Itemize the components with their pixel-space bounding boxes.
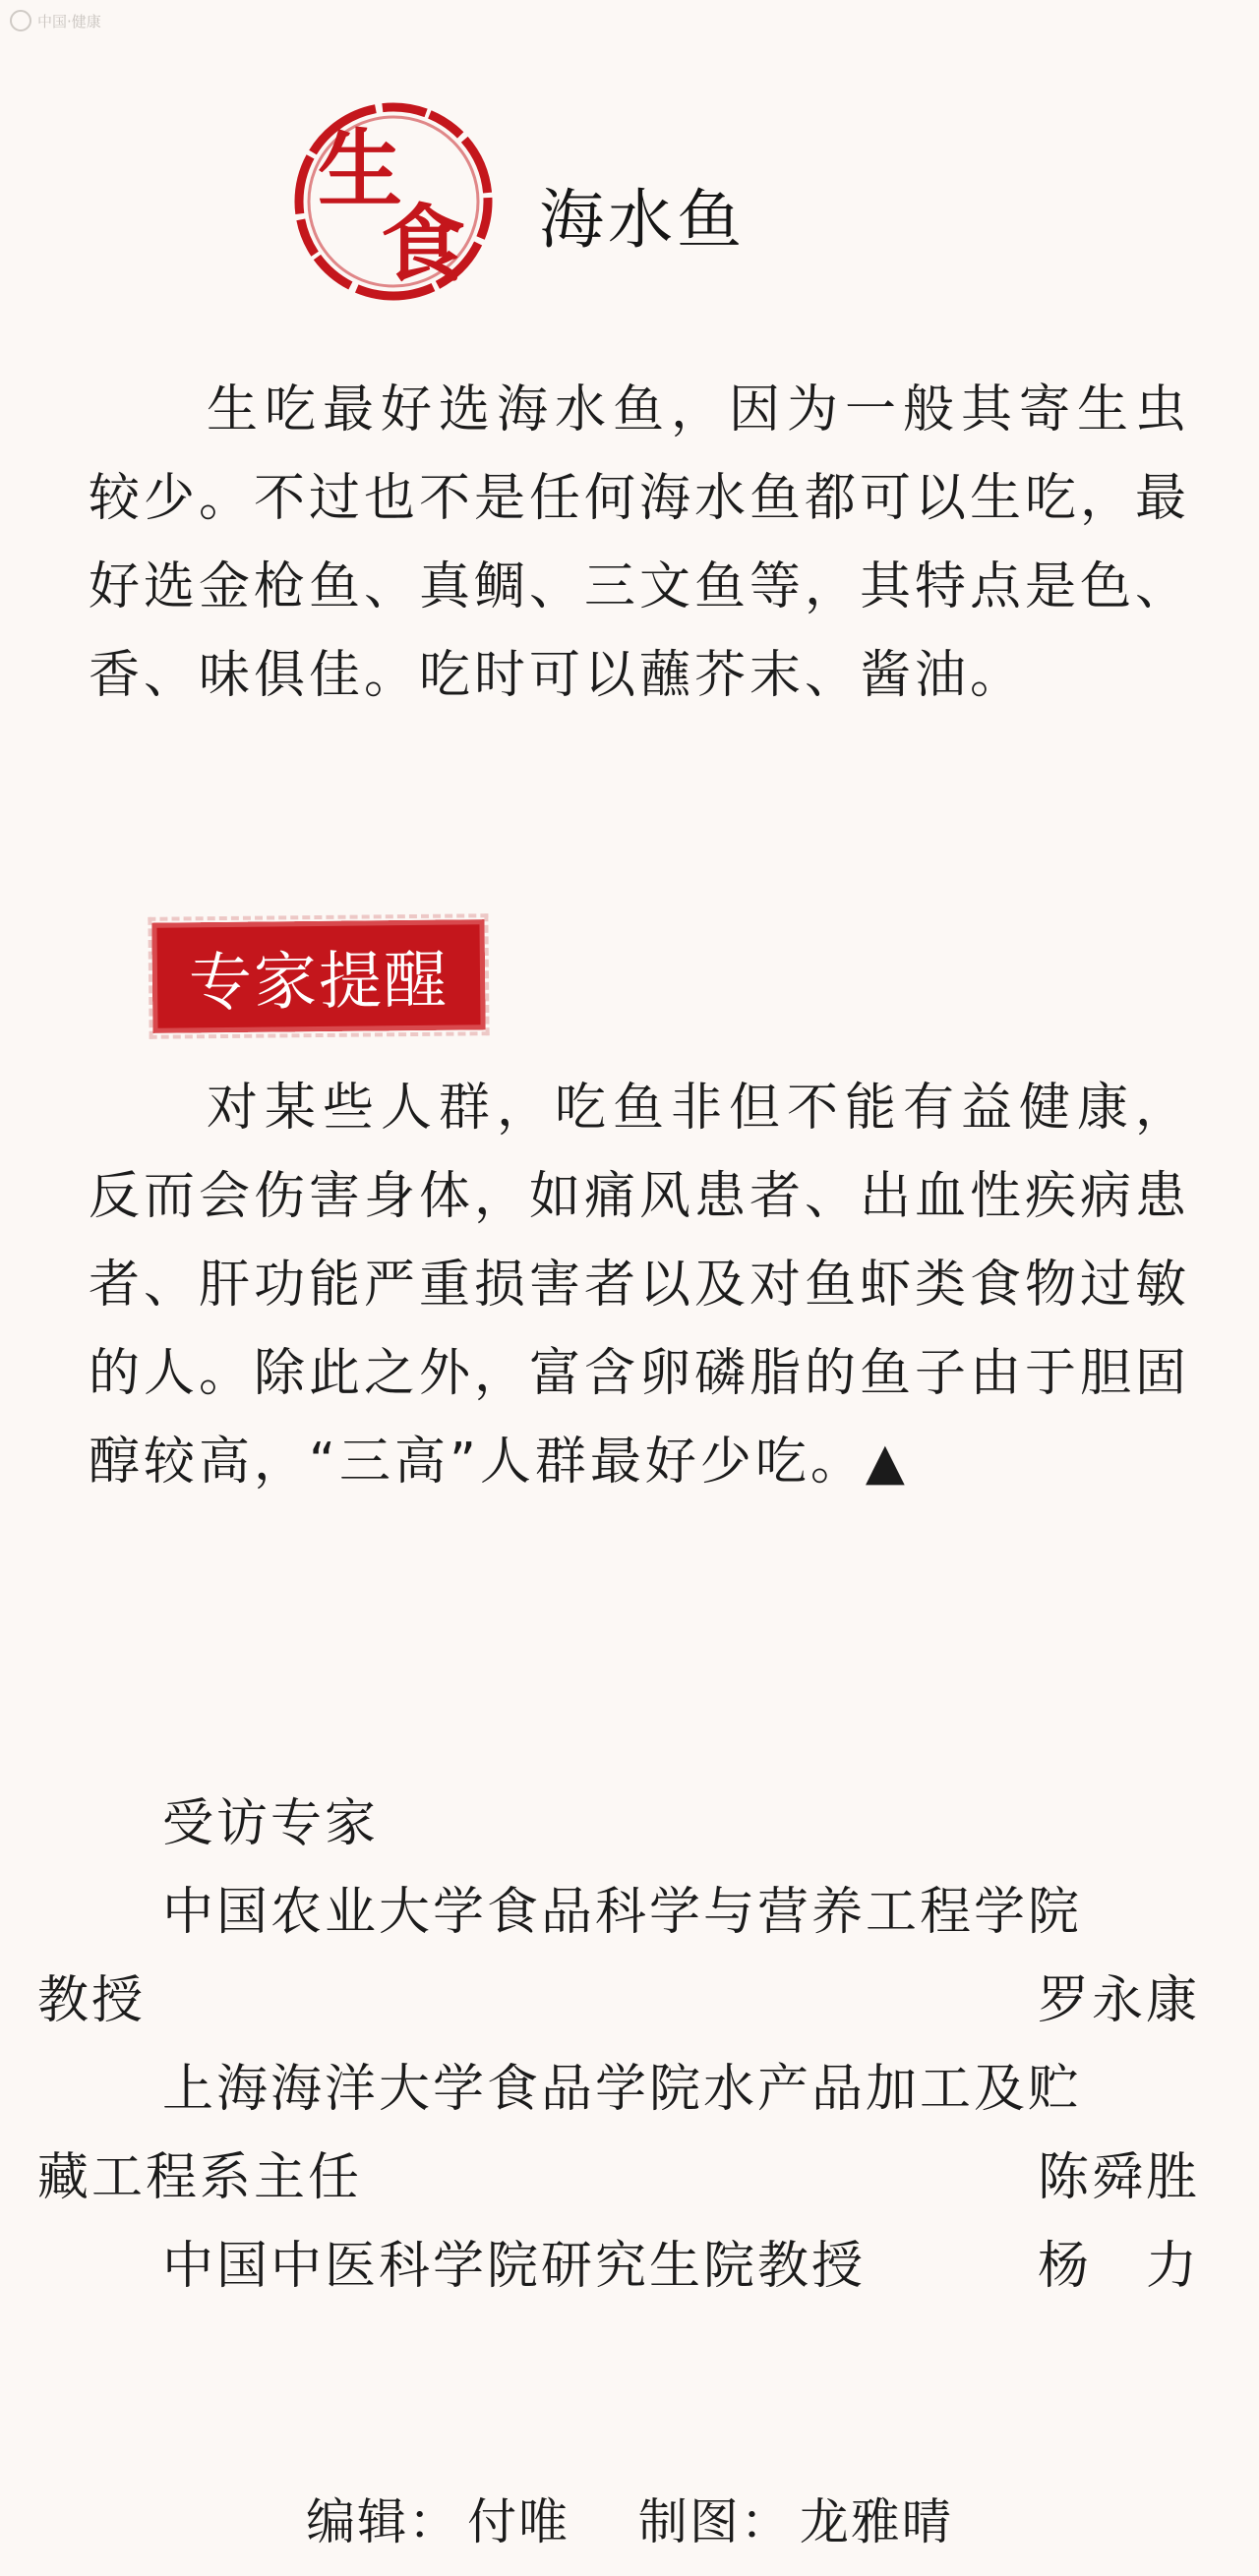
designer-label: 制图： xyxy=(637,2493,792,2550)
designer-name: 龙雅晴 xyxy=(799,2493,953,2550)
expert-tip-body: 对某些人群，吃鱼非但不能有益健康，反而会伤害身体，如痛风患者、出血性疾病患者、肝功能严重损害者以及对鱼虾类食物过敏的人。除此之外，富含卵磷脂的鱼子由于胆固醇较高，“三高”人群最好少吃。▲ xyxy=(89,1079,1191,1492)
expert-1-title: 教授 xyxy=(37,1971,147,2030)
credits xyxy=(0,2488,1259,2556)
expert-2-affiliation: 上海海洋大学食品学院水产品加工及贮 xyxy=(162,2060,1083,2119)
watermark-logo-icon xyxy=(10,10,31,31)
expert-tip-banner xyxy=(151,919,485,1033)
seal-char-2: 食 xyxy=(381,195,465,294)
seal-char-1: 生 xyxy=(318,120,402,219)
watermark xyxy=(10,10,101,31)
experts-heading: 受访专家 xyxy=(162,1794,380,1853)
section-title: 海水鱼 xyxy=(539,182,746,258)
editor-label: 编辑： xyxy=(306,2493,460,2550)
expert-tip-label: 专家提醒 xyxy=(188,944,450,1021)
expert-2-title: 藏工程系主任 xyxy=(37,2148,363,2207)
expert-2-name: 陈舜胜 xyxy=(1037,2148,1200,2207)
editor-name: 付唯 xyxy=(467,2493,570,2550)
raw-food-seal xyxy=(290,98,497,305)
expert-3-name: 杨 力 xyxy=(1037,2237,1200,2296)
watermark-text: 中国·健康 xyxy=(37,12,101,30)
expert-1-name: 罗永康 xyxy=(1037,1971,1200,2030)
seal-stamp-icon xyxy=(290,98,497,305)
section-body: 生吃最好选海水鱼，因为一般其寄生虫较少。不过也不是任何海水鱼都可以生吃，最好选金枪鱼、真鲷、三文鱼等，其特点是色、香、味俱佳。吃时可以蘸芥末、酱油。 xyxy=(89,381,1191,705)
expert-1-affiliation: 中国农业大学食品科学与营养工程学院 xyxy=(162,1883,1083,1942)
expert-3-affiliation: 中国中医科学院研究生院教授 xyxy=(162,2237,867,2296)
